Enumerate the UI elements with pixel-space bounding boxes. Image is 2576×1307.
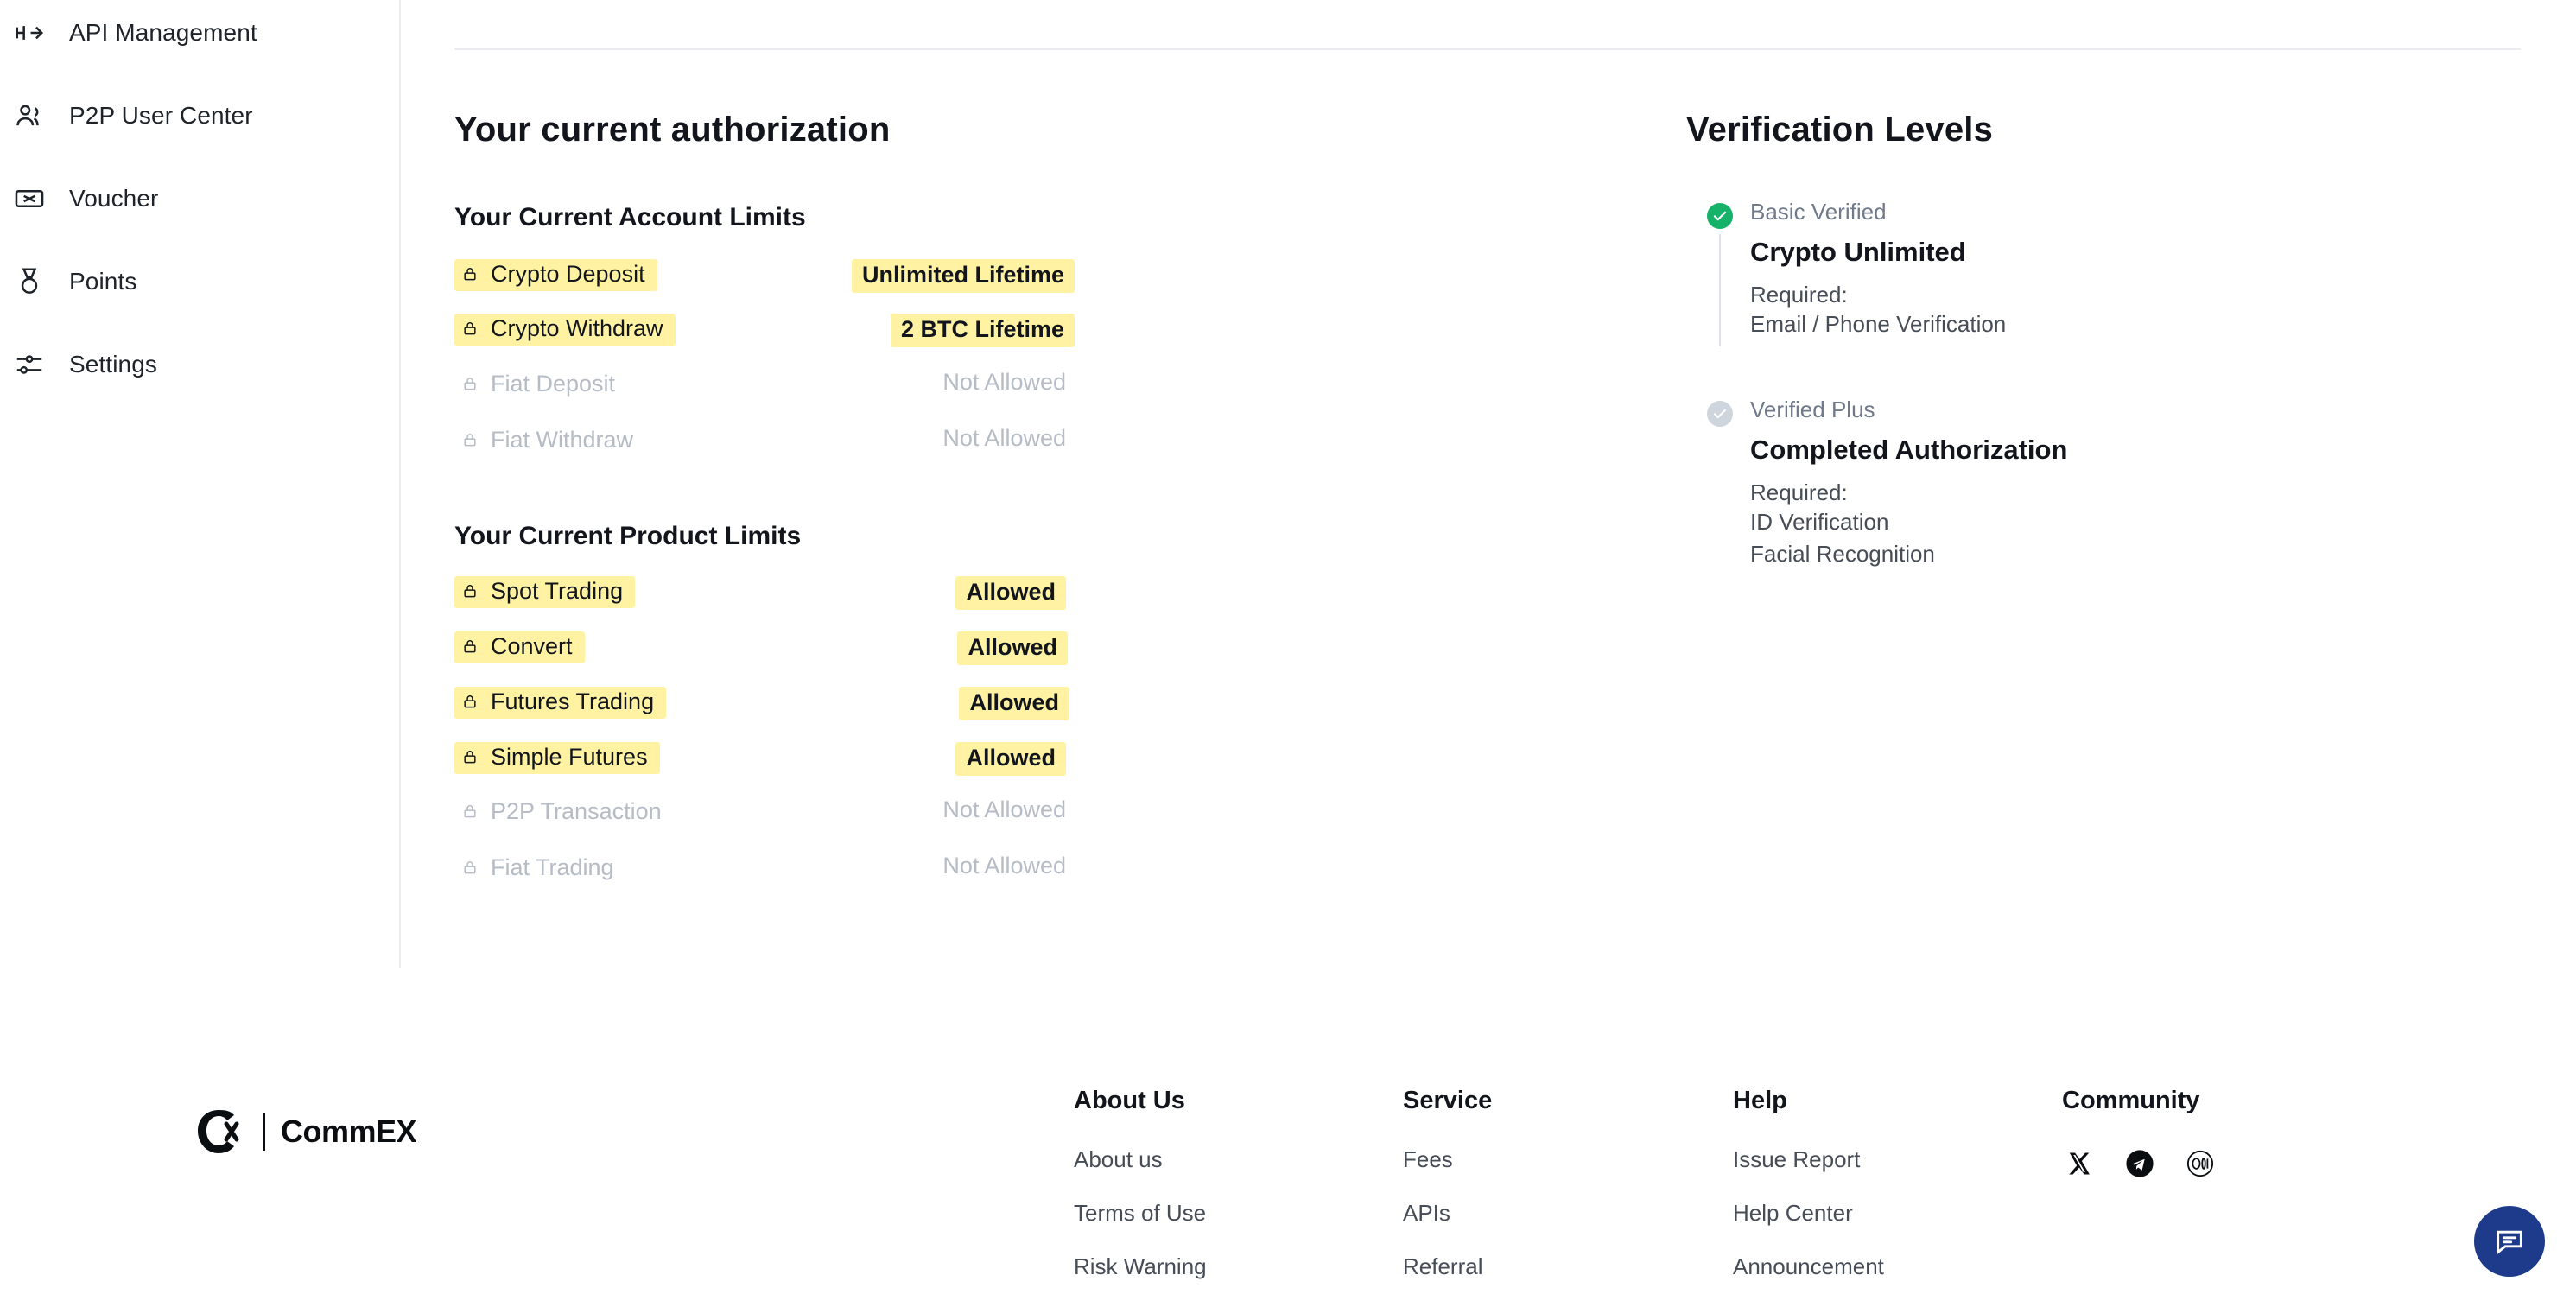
required-label: Required: (1750, 281, 1848, 308)
verification-levels-panel (1686, 111, 2135, 571)
limit-label-text: Futures Trading (491, 688, 655, 714)
api-icon (12, 16, 47, 50)
limit-row (454, 310, 1819, 348)
logo-divider (263, 1113, 265, 1151)
limit-label-crypto-deposit (454, 259, 657, 291)
lock-icon (460, 318, 480, 339)
limit-row (454, 256, 1819, 294)
limit-label-text: P2P Transaction (491, 797, 662, 824)
lock-icon (460, 263, 480, 284)
account-limits-title: Your Current Account Limits (454, 203, 806, 232)
footer-link[interactable]: Announcement (1733, 1253, 1884, 1279)
limit-value-p2p-transaction: Not Allowed (942, 796, 1066, 822)
limit-row (454, 365, 1819, 403)
brand-name: CommEX (281, 1113, 417, 1149)
sliders-icon (12, 347, 47, 382)
limit-row (454, 739, 1819, 777)
sidebar-item-p2p-user-center[interactable] (0, 74, 401, 157)
limit-label-crypto-withdraw (454, 314, 676, 346)
medal-icon (12, 264, 47, 299)
sidebar-item-label: Points (69, 268, 137, 295)
footer-heading: Service (1403, 1087, 1493, 1114)
users-icon (12, 98, 47, 133)
check-circle-icon (1707, 203, 1733, 229)
footer-link[interactable]: Help Center (1733, 1200, 1853, 1226)
sidebar-item-label: P2P User Center (69, 102, 253, 129)
limit-value-crypto-withdraw: 2 BTC Lifetime (891, 314, 1075, 347)
commex-mark-icon (192, 1106, 247, 1158)
limit-label-text: Crypto Deposit (491, 260, 645, 287)
telegram-icon[interactable] (2122, 1146, 2157, 1181)
social-links (2062, 1146, 2218, 1181)
verification-status: Basic Verified (1750, 199, 1887, 225)
limit-label-text: Fiat Trading (491, 853, 614, 880)
sidebar-item-voucher[interactable] (0, 157, 401, 240)
limit-value-fiat-deposit: Not Allowed (942, 369, 1066, 395)
verification-status: Verified Plus (1750, 397, 1875, 423)
limit-value-fiat-withdraw: Not Allowed (942, 425, 1066, 451)
limit-label-fiat-withdraw (454, 425, 645, 457)
footer-column-about (1074, 1087, 1207, 1307)
lock-icon (460, 691, 480, 712)
sidebar (0, 0, 401, 968)
limit-label-text: Simple Futures (491, 743, 648, 770)
lock-icon (460, 429, 480, 450)
limit-value-futures-trading: Allowed (959, 687, 1069, 720)
limit-label-fiat-deposit (454, 369, 627, 401)
lock-icon (460, 581, 480, 601)
requirement-item: ID Verification (1750, 508, 1889, 535)
verification-level-name: Crypto Unlimited (1750, 236, 1966, 267)
limit-label-simple-futures (454, 742, 660, 774)
footer-link[interactable]: APIs (1403, 1200, 1450, 1226)
chat-support-button[interactable] (2474, 1206, 2545, 1277)
lock-icon (460, 746, 480, 767)
limit-value-fiat-trading: Not Allowed (942, 853, 1066, 879)
product-limits-title: Your Current Product Limits (454, 522, 802, 550)
sidebar-item-points[interactable] (0, 240, 401, 323)
limit-label-text: Crypto Withdraw (491, 314, 663, 341)
limit-label-p2p-transaction (454, 796, 674, 828)
limit-label-futures-trading (454, 687, 666, 719)
lock-icon (460, 373, 480, 394)
limit-label-convert (454, 631, 585, 663)
footer-link[interactable]: Terms of Use (1074, 1200, 1207, 1226)
verification-level-plus (1686, 396, 2135, 571)
limit-row (454, 628, 1819, 666)
footer-link[interactable]: Risk Warning (1074, 1253, 1207, 1279)
medium-icon[interactable] (2183, 1146, 2218, 1181)
limit-row (454, 683, 1819, 721)
sidebar-item-label: Settings (69, 351, 157, 378)
sidebar-item-label: API Management (69, 19, 257, 46)
footer-link[interactable]: Fees (1403, 1146, 1453, 1172)
required-label: Required: (1750, 479, 1848, 505)
check-circle-icon (1707, 401, 1733, 427)
sidebar-item-label: Voucher (69, 185, 159, 212)
footer-column-service (1403, 1087, 1492, 1307)
chat-bubble-icon (2492, 1224, 2527, 1259)
lock-icon (460, 801, 480, 822)
requirement-item: Email / Phone Verification (1750, 310, 2007, 337)
footer-link[interactable]: Issue Report (1733, 1146, 1861, 1172)
limit-row (454, 793, 1819, 831)
limit-value-crypto-deposit: Unlimited Lifetime (852, 259, 1075, 293)
limit-label-text: Spot Trading (491, 577, 624, 604)
footer-heading: About Us (1074, 1087, 1185, 1114)
footer-heading: Community (2062, 1087, 2200, 1114)
sidebar-item-api-management[interactable] (0, 0, 401, 74)
x-twitter-icon[interactable] (2062, 1146, 2097, 1181)
limit-label-fiat-trading (454, 853, 626, 885)
verification-level-name: Completed Authorization (1750, 435, 2068, 466)
limit-label-text: Convert (491, 632, 573, 659)
limit-label-text: Fiat Withdraw (491, 426, 634, 453)
footer-link[interactable]: About us (1074, 1146, 1163, 1172)
footer-link[interactable]: Referral (1403, 1253, 1483, 1279)
limit-row (454, 849, 1819, 887)
limit-label-text: Fiat Deposit (491, 370, 616, 397)
limit-row (454, 573, 1819, 611)
timeline-connector (1719, 234, 1721, 346)
limit-value-convert: Allowed (957, 631, 1068, 665)
limit-label-spot-trading (454, 576, 635, 608)
footer-column-community (2062, 1087, 2218, 1181)
limit-row (454, 422, 1819, 460)
voucher-icon (12, 181, 47, 216)
page-title: Your current authorization (454, 111, 891, 149)
requirement-item: Facial Recognition (1750, 541, 1935, 568)
section-divider (454, 48, 2521, 50)
lock-icon (460, 636, 480, 657)
footer-column-help (1733, 1087, 1884, 1307)
footer-heading: Help (1733, 1087, 1787, 1114)
sidebar-item-settings[interactable] (0, 323, 401, 406)
lock-icon (460, 857, 480, 878)
limit-value-simple-futures: Allowed (955, 742, 1066, 776)
brand-logo[interactable] (192, 1106, 416, 1158)
verification-level-basic (1686, 198, 2135, 340)
verification-levels-title: Verification Levels (1686, 111, 1994, 149)
limit-value-spot-trading: Allowed (955, 576, 1066, 610)
